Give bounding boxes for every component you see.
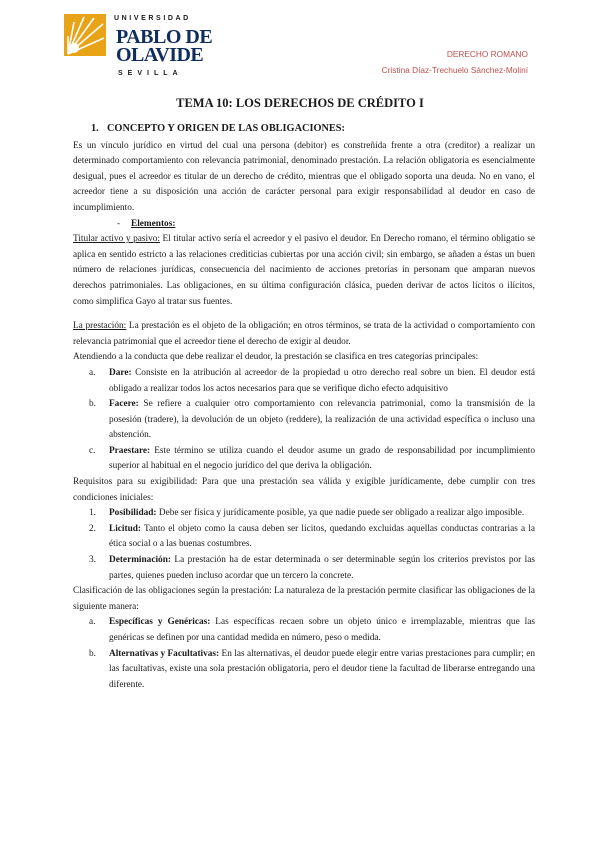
list-term: Determinación: <box>109 555 171 566</box>
list-marker: a. <box>89 367 96 378</box>
list-term: Licitud: <box>109 523 142 534</box>
section-number: 1. <box>91 123 99 134</box>
list-marker: b. <box>89 399 96 410</box>
list-item <box>73 553 535 584</box>
page-title: TEMA 10: LOS DERECHOS DE CRÉDITO I <box>176 96 424 110</box>
categorias-list <box>73 366 535 475</box>
titular-label: Titular activo y pasivo: <box>73 234 160 245</box>
list-term: Específicas y Genéricas: <box>109 617 211 628</box>
course-name: DERECHO ROMANO <box>446 49 528 59</box>
requisitos-paragraph: Requisitos para su exigibilidad: Para que una prestación sea válida y exigible jurídicamente, debe cumplir con tres condiciones iniciales: <box>73 477 535 503</box>
titular-text: El titular activo sería el acreedor y el pasivo el deudor. En Derecho romano, el término obligatio se aplica en sentido estricto a las relaciones crediticias cubiertas por una acción civil; sin embargo, se añaden a éstas un buen número de relaciones jurídicas, consecuencia del nacimiento de acciones pretorias in personam que amparan nuevos derechos patrimoniales. Las obligaciones, en su última configuración clásica, pueden derivar de actos lícitos o ilícitos, como simplifica Gayo al tratar sus fuentes. <box>73 234 535 307</box>
author-name: Cristina Díaz-Trechuelo Sánchez-Moliní <box>381 65 528 75</box>
list-term: Facere: <box>109 399 139 410</box>
list-item <box>73 506 535 522</box>
list-text: La prestación ha de estar determinada o ser determinable según los criterios previstos por las partes, quienes pueden incluso acordar que un tercero la concrete. <box>109 555 535 581</box>
clasificacion-paragraph: Clasificación de las obligaciones según la prestación: La naturaleza de la prestación permite clasificar las obligaciones de la siguiente manera: <box>73 586 535 612</box>
document-body <box>73 121 535 693</box>
list-marker: c. <box>89 445 96 456</box>
list-term: Posibilidad: <box>109 508 157 519</box>
intro-paragraph: Es un vínculo jurídico en virtud del cual una persona (debitor) es constreñida frente a otra (creditor) a realizar un determinado comportamiento con relevancia patrimonial, denominado prestación. La relación obligatoria es esencialmente desigual, pues el acreedor es titular de un derecho de crédito, mientras que el obligado soporta una deuda. No en vano, el acreedor tiene a su disposición una acción de carácter personal para exigir responsabilidad al deudor en caso de incumplimiento. <box>73 140 535 213</box>
bullet-dash: - <box>117 218 121 229</box>
elements-heading <box>117 217 535 233</box>
list-text: Se refiere a cualquier otro comportamiento con relevancia patrimonial, como la transmisión de la posesión (tradere), la devolución de un objeto (reddere), la realización de una actividad específica o incluso una abstención. <box>109 399 535 441</box>
titular-paragraph <box>73 232 535 310</box>
list-term: Alternativas y Facultativas: <box>109 648 220 659</box>
tipos-list <box>73 615 535 693</box>
prestacion-label: La prestación: <box>73 321 127 332</box>
sunburst-emblem-icon <box>64 14 106 56</box>
list-text: Este término se utiliza cuando el deudor asume un grado de responsabilidad por incumplimiento superior al habitual en el negocio jurídico del que deriva la obligación. <box>109 445 535 472</box>
list-marker: 1. <box>89 508 96 519</box>
logo-name-line1: PABLO DE <box>116 26 213 48</box>
elements-label: Elementos: <box>131 218 176 229</box>
condiciones-list <box>73 506 535 584</box>
atendiendo-paragraph: Atendiendo a la conducta que debe realizar el deudor, la prestación se clasifica en tres categorías principales: <box>73 352 479 363</box>
list-term: Dare: <box>109 367 132 378</box>
list-text: Debe ser física y jurídicamente posible, ya que nadie puede ser obligado a realizar algo imposible. <box>156 508 525 519</box>
list-item <box>73 366 535 397</box>
university-logo <box>64 10 214 80</box>
list-term: Praestare: <box>109 445 151 456</box>
section-heading <box>91 121 535 137</box>
list-marker: 2. <box>89 523 96 534</box>
section-heading-text: CONCEPTO Y ORIGEN DE LAS OBLIGACIONES: <box>107 123 345 134</box>
logo-university-text: UNIVERSIDAD <box>114 15 191 22</box>
list-text: Tanto el objeto como la causa deben ser lícitos, quedando excluidas aquellas conductas contrarias a la ética social o a las buenas costumbres. <box>109 523 535 550</box>
list-item <box>73 522 535 553</box>
list-text: En las alternativas, el deudor puede elegir entre varias prestaciones para cumplir; en las facultativas, existe una sola prestación obligatoria, pero el deudor tiene la facultad de liberarse entregando una diferente. <box>109 648 535 690</box>
list-text: Las específicas recaen sobre un objeto único e irremplazable, mientras que las genéricas se definen por una cantidad medida en número, peso o medida. <box>109 617 535 643</box>
document-header <box>382 46 528 78</box>
prestacion-text: La prestación es el objeto de la obligación; en otros términos, se trata de la actividad o comportamiento con relevancia patrimonial que el acreedor tiene el derecho de exigir al deudor. <box>73 321 535 347</box>
list-item <box>73 615 535 646</box>
list-marker: 3. <box>89 555 96 566</box>
list-text: Consiste en la atribución al acreedor de la propiedad u otro derecho real sobre un bien. El deudor está obligado a realizar todos los actos necesarios para que se verifique dicho efecto adquisitivo <box>109 367 535 394</box>
list-item <box>73 444 535 475</box>
logo-city-text: SEVILLA <box>118 70 183 77</box>
prestacion-paragraph <box>73 319 535 350</box>
list-item <box>73 647 535 694</box>
logo-name-line2: OLAVIDE <box>116 44 204 66</box>
list-item <box>73 397 535 444</box>
list-marker: a. <box>89 617 96 628</box>
list-marker: b. <box>89 648 96 659</box>
